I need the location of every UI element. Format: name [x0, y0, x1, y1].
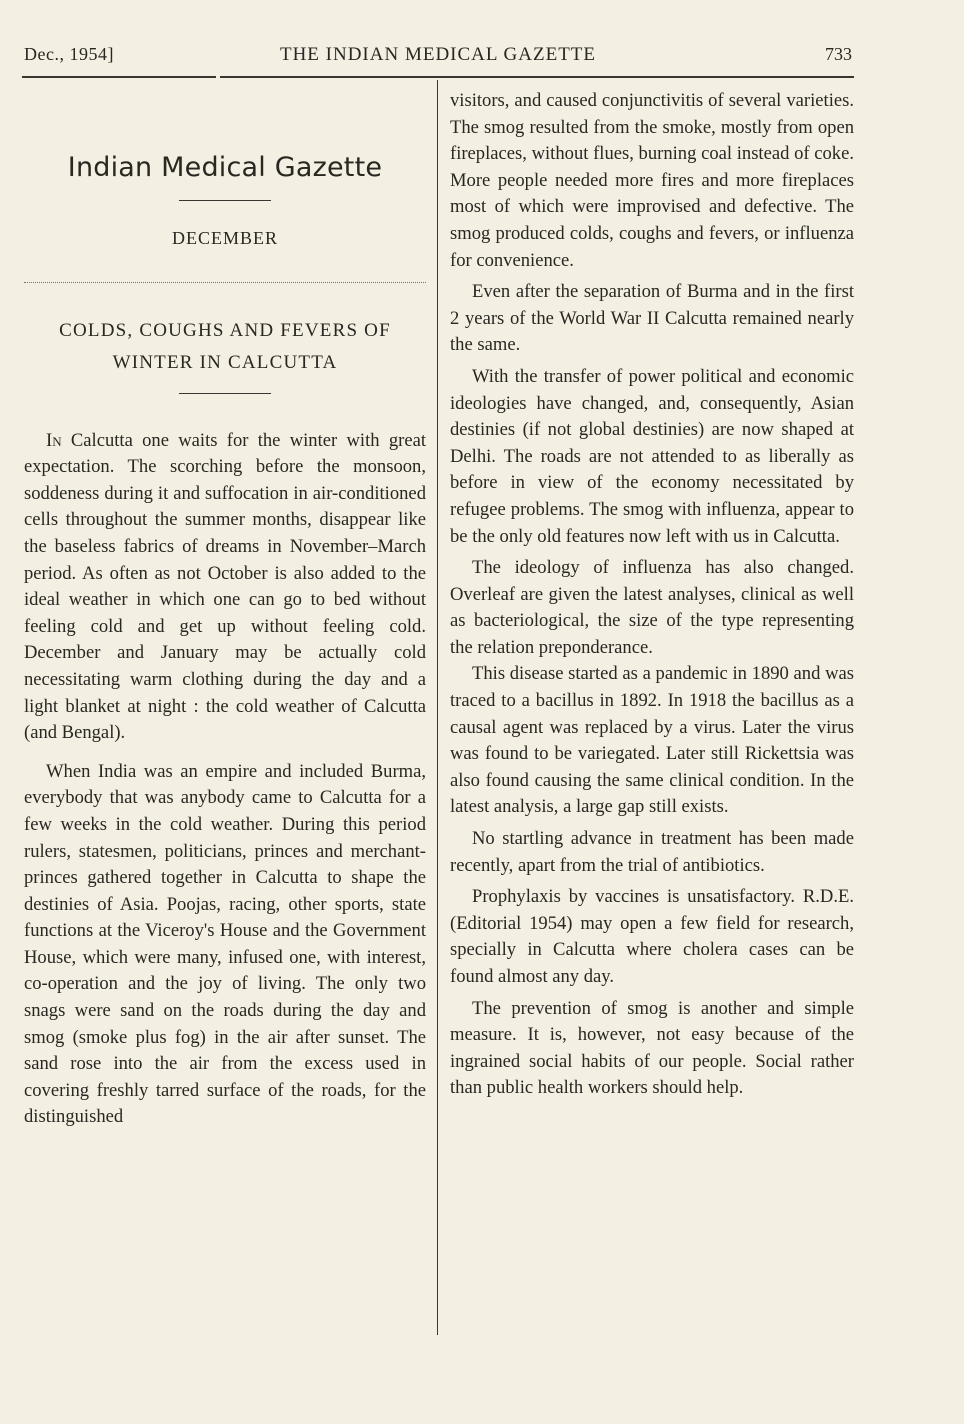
masthead: Indian Medical Gazette [67, 152, 383, 183]
header-page-number: 733 [825, 44, 852, 64]
header-rule-left [22, 76, 216, 78]
article-title-line2: WINTER IN CALCUTTA [112, 351, 338, 373]
paragraph-4: Even after the separation of Burma and in the first 2 years of the World War II Calcutta remained nearly the same. [450, 281, 854, 356]
paragraph-2: When India was an empire and included Burma, everybody that was anybody came to Calcutta for a few weeks in the cold weather. During this period rulers, statesmen, politicians, princes and merchant-princes gathered together in Calcutta to shape the destinies of Asia. Poojas, racing, other sports, state functions at the Viceroy's House and the Government House, which were many, infused one, with interest, co-operation and the joy of living. The only two snags were sand on the roads during the day and smog (smoke plus fog) in the air after sunset. The sand rose into the air from the excess used in covering freshly tarred surface of the roads, for the distinguished [24, 760, 426, 1128]
lead-word: In [46, 429, 62, 451]
paragraph-3: visitors, and caused conjunctivitis of several varieties. The smog resulted from the smoke, mostly from open fireplaces, without flues, burning coal instead of coke. More people needed more fires and more fireplaces most of which were improvised and defective. The smog produced colds, coughs and fevers, or influenza for convenience. [450, 90, 854, 271]
paragraph-8: No startling advance in treatment has been made recently, apart from the trial of antibiotics. [450, 828, 854, 876]
header-journal-title: THE INDIAN MEDICAL GAZETTE [279, 44, 597, 65]
running-header [24, 44, 852, 72]
paragraph-6: The ideology of influenza has also changed. Overleaf are given the latest analyses, clinical as well as bacteriological, the size of the type representing the relation preponderance. [450, 557, 854, 658]
paragraph-7: This disease started as a pandemic in 1890 and was traced to a bacillus in 1892. In 1918 the bacillus as a causal agent was replaced by a virus. Later the virus was found to be variegated. Later still Rickettsia was also found causing the same clinical condition. In the latest analysis, a large gap still exists. [450, 663, 854, 818]
paragraph-9: Prophylaxis by vaccines is unsatisfactory. R.D.E. (Editorial 1954) may open a few field for research, specially in Calcutta where cholera cases can be found almost any day. [450, 886, 854, 987]
header-rule-right [220, 76, 854, 78]
paragraph-1 [24, 428, 426, 747]
header-date: Dec., 1954] [24, 44, 114, 64]
left-column [24, 100, 426, 1131]
column-divider [437, 80, 438, 1335]
paragraph-10: The prevention of smog is another and simple measure. It is, however, not easy because of the ingrained social habits of our people. Social rather than public health workers should help. [450, 997, 854, 1099]
paragraph-5: With the transfer of power political and economic ideologies have changed, and, consequently, Asian destinies (if not global destinies) are now shaped at Delhi. The roads are not attended to as liberally as before in view of the economy necessitated by refugee problems. The smog with influenza, appear to be the only old features now left with us in Calcutta. [450, 365, 854, 547]
paragraph-1-text: Calcutta one waits for the winter with great expectation. The scorching before the monsoon, soddeness during it and suffocation in air-conditioned cells throughout the summer months, disappear like the baseless fabrics of dreams in November–March period. As often as not October is also added to the ideal weather in which one can go to bed without feeling cold and get up without feeling cold. December and January may be actually cold necessitating warm clothing during the day and a light blanket at night : the cold weather of Calcutta (and Bengal). [24, 429, 426, 744]
right-column [450, 88, 854, 1102]
month-label: DECEMBER [171, 228, 278, 248]
article-title-line1: COLDS, COUGHS AND FEVERS OF [59, 319, 391, 341]
